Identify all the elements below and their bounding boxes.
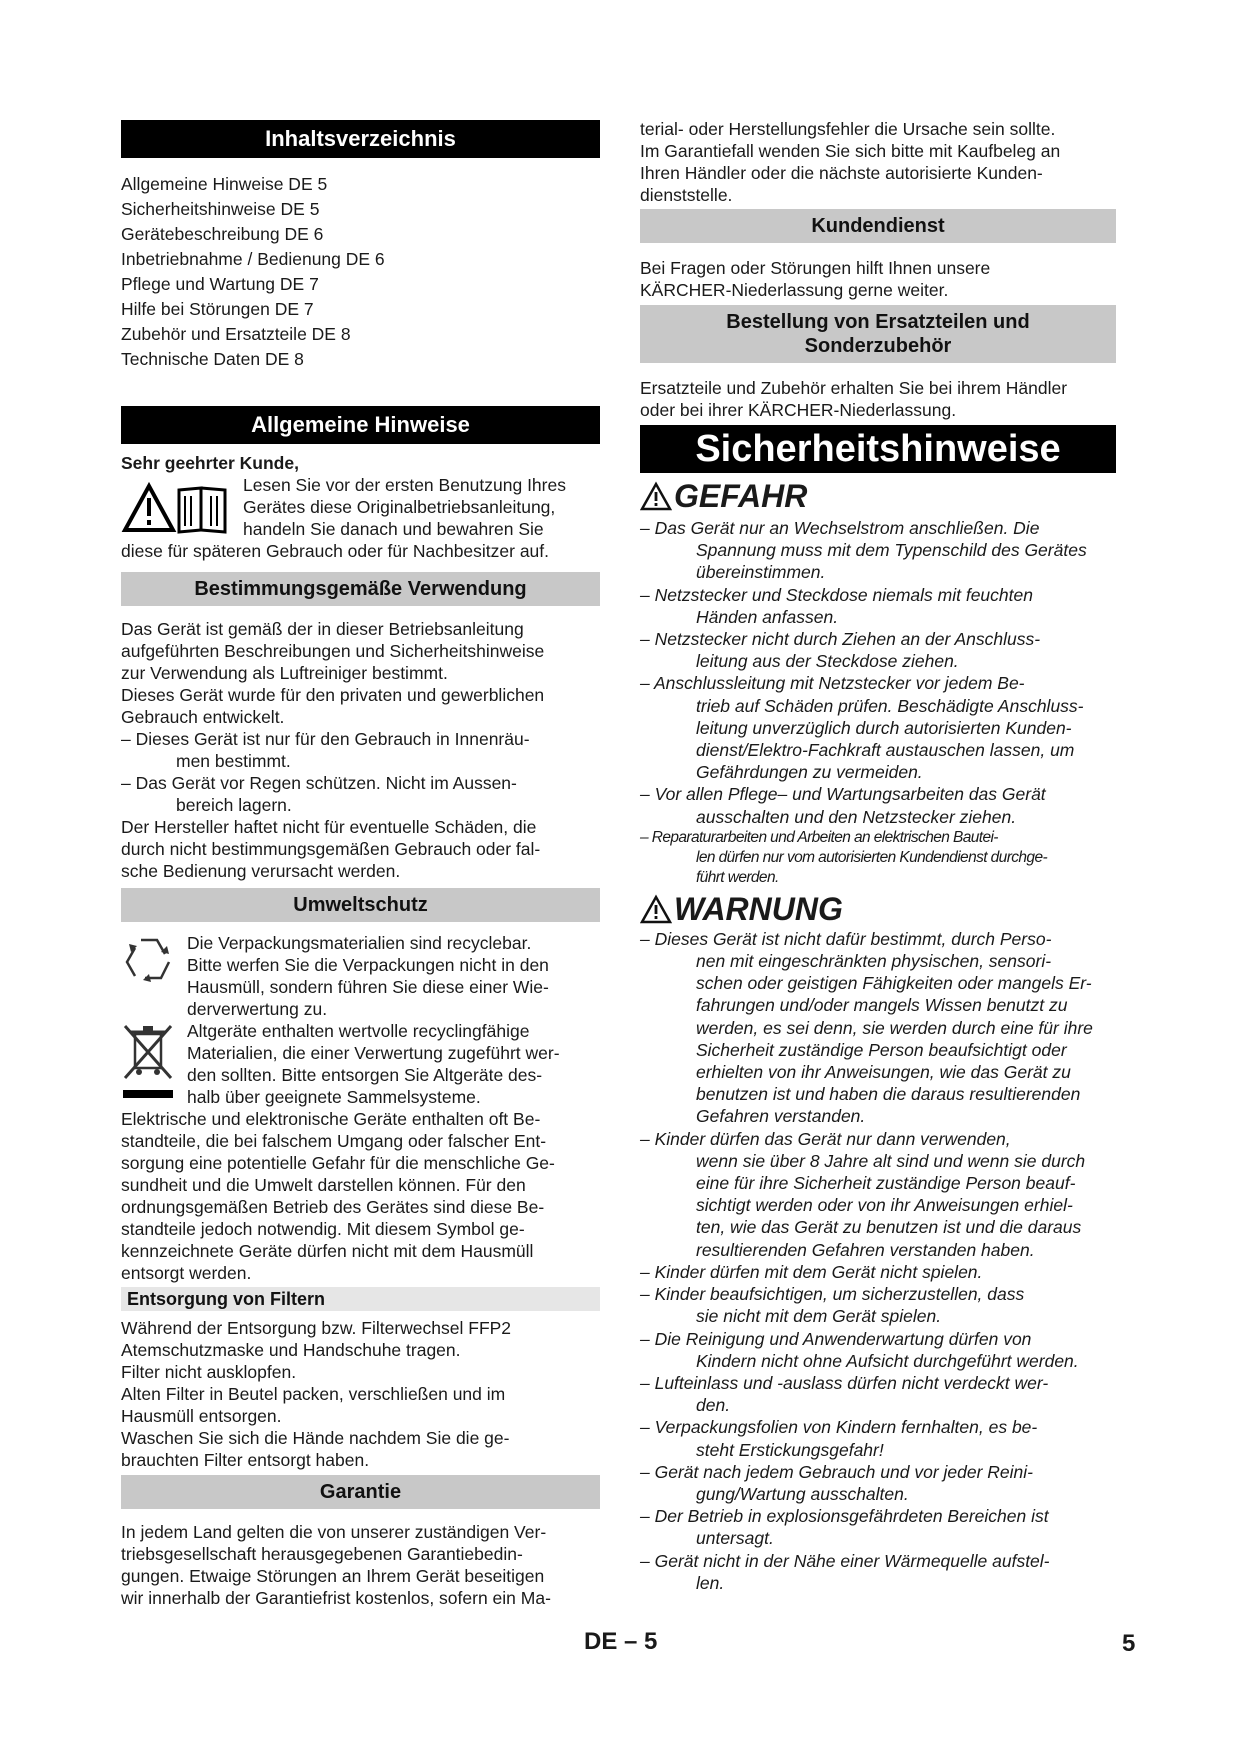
intro-line: Lesen Sie vor der ersten Benutzung Ihres <box>243 475 566 495</box>
elektro-text <box>121 1108 600 1284</box>
text-line: standteile, die bei falschem Umgang oder falscher Ent- <box>121 1131 547 1151</box>
dash-item <box>640 928 1116 1128</box>
dash-item <box>640 1328 1116 1372</box>
bestellung-text <box>640 377 1116 421</box>
bestimmung-body <box>121 618 600 882</box>
text-line: derverwertung zu. <box>187 999 328 1019</box>
intro-line: Gerätes diese Originalbetriebsanleitung, <box>243 497 556 517</box>
toc-item[interactable]: Allgemeine Hinweise DE 5 <box>121 174 328 194</box>
toc-item[interactable]: Pflege und Wartung DE 7 <box>121 274 319 294</box>
text-line: leitung unverzüglich durch autorisierten Kunden- <box>696 717 1072 738</box>
text-line: ten, wie das Gerät zu benutzen ist und die daraus <box>696 1217 1082 1238</box>
garantie-heading: Garantie <box>121 1475 600 1509</box>
text-line: steht Erstickungsgefahr! <box>696 1439 884 1460</box>
crossed-bin-icon <box>121 1020 187 1108</box>
kundendienst-text <box>640 257 1116 301</box>
dash-item <box>121 772 600 816</box>
text-line: – Das Gerät nur an Wechselstrom anschließen. Die <box>640 518 1040 538</box>
text-line: men bestimmt. <box>176 751 291 771</box>
garantie-text <box>121 1521 600 1609</box>
toc-item[interactable]: Zubehör und Ersatzteile DE 8 <box>121 324 351 344</box>
text-line: Gebrauch entwickelt. <box>121 707 285 727</box>
text-line: übereinstimmen. <box>696 562 826 583</box>
weee-text <box>187 1020 560 1108</box>
text-line: Bitte werfen Sie die Verpackungen nicht in den <box>187 955 549 975</box>
text-line: Sicherheit zuständige Person beaufsichtigt oder <box>696 1039 1067 1060</box>
text-line: Atemschutzmaske und Handschuhe tragen. <box>121 1340 461 1360</box>
text-line: zur Verwendung als Luftreiniger bestimmt. <box>121 663 448 683</box>
intro-line: diese für späteren Gebrauch oder für Nachbesitzer auf. <box>121 541 550 561</box>
recycle-icon <box>121 932 187 992</box>
sicherheitshinweise-heading: Sicherheitshinweise <box>640 425 1116 473</box>
dash-item <box>640 672 1116 783</box>
dash-item <box>640 1128 1116 1261</box>
text-line: gung/Wartung ausschalten. <box>696 1483 909 1504</box>
text-line: halb über geeignete Sammelsysteme. <box>187 1087 481 1107</box>
text-line: – Gerät nach jedem Gebrauch und vor jeder Reini- <box>640 1461 1033 1482</box>
text-line: – Dieses Gerät ist nur für den Gebrauch in Innenräu- <box>121 729 530 749</box>
warnung-heading <box>640 890 1116 928</box>
dash-item <box>640 628 1116 672</box>
text-line: Händen anfassen. <box>696 606 839 627</box>
text-line: sichtigt werden oder von ihr Anweisungen erhiel- <box>696 1195 1073 1216</box>
dash-item <box>640 1283 1116 1327</box>
text-line: kennzeichnete Geräte dürfen nicht mit dem Hausmüll <box>121 1241 534 1261</box>
text-line: resultierenden Gefahren verstanden haben. <box>696 1239 1035 1260</box>
dash-item <box>640 1261 1116 1283</box>
text-line: Dieses Gerät wurde für den privaten und gewerblichen <box>121 685 545 705</box>
text-line: Der Hersteller haftet nicht für eventuelle Schäden, die <box>121 817 537 837</box>
text-line: sie nicht mit dem Gerät spielen. <box>696 1306 942 1327</box>
text-line: Bei Fragen oder Störungen hilft Ihnen unsere <box>640 258 991 278</box>
text-line: Während der Entsorgung bzw. Filterwechsel FFP2 <box>121 1318 512 1338</box>
gefahr-heading <box>640 477 1116 515</box>
dash-item <box>640 584 1116 628</box>
text-line: Spannung muss mit dem Typenschild des Gerätes <box>696 540 1087 561</box>
text-line: durch nicht bestimmungsgemäßen Gebrauch oder fal- <box>121 839 541 859</box>
text-line: trieb auf Schäden prüfen. Beschädigte Anschluss- <box>696 695 1084 716</box>
text-line: – Netzstecker nicht durch Ziehen an der Anschluss- <box>640 629 1041 650</box>
text-line: leitung aus der Steckdose ziehen. <box>696 651 959 672</box>
text-line: brauchten Filter entsorgt haben. <box>121 1450 370 1470</box>
right-column <box>640 118 1116 1594</box>
text-line: – Dieses Gerät ist nicht dafür bestimmt, durch Perso- <box>640 928 1052 949</box>
warnung-list <box>640 928 1116 1594</box>
allgemeine-hinweise-heading: Allgemeine Hinweise <box>121 406 600 444</box>
text-line: Elektrische und elektronische Geräte enthalten oft Be- <box>121 1109 541 1129</box>
text-line: Materialien, die einer Verwertung zugeführt wer- <box>187 1043 560 1063</box>
text-line: Hausmüll entsorgen. <box>121 1406 282 1426</box>
text-line: ordnungsgemäßen Betrieb des Gerätes sind diese Be- <box>121 1197 545 1217</box>
text-line: Ersatzteile und Zubehör erhalten Sie bei ihrem Händler <box>640 378 1068 398</box>
gefahr-list <box>640 517 1116 888</box>
left-column <box>121 120 600 1609</box>
text-line: – Die Reinigung und Anwenderwartung dürfen von <box>640 1328 1032 1349</box>
text-line: len. <box>696 1572 725 1593</box>
text-line: – Verpackungsfolien von Kindern fernhalten, es be- <box>640 1417 1038 1438</box>
text-line: Die Verpackungsmaterialien sind recyclebar. <box>187 933 532 953</box>
text-line: Im Garantiefall wenden Sie sich bitte mit Kaufbeleg an <box>640 141 1061 161</box>
recycle-block <box>121 932 600 1020</box>
intro-line: handeln Sie danach und bewahren Sie <box>243 519 544 539</box>
text-line: schen oder geistigen Fähigkeiten oder mangels Er- <box>696 973 1092 994</box>
filter-text <box>121 1317 600 1471</box>
text-line: sorgung eine potentielle Gefahr für die menschliche Ge- <box>121 1153 555 1173</box>
text-line: führt werden. <box>696 868 779 886</box>
text-line: terial- oder Herstellungsfehler die Ursache sein sollte. <box>640 119 1056 139</box>
text-line: – Kinder beaufsichtigen, um sicherzustellen, dass <box>640 1284 1025 1305</box>
dash-item <box>640 1372 1116 1416</box>
text-line: – Das Gerät vor Regen schützen. Nicht im Aussen- <box>121 773 517 793</box>
dash-item <box>121 728 600 772</box>
text-line: Altgeräte enthalten wertvolle recyclingfähige <box>187 1021 530 1041</box>
warnung-label: WARNUNG <box>674 890 843 927</box>
dash-item <box>640 1505 1116 1549</box>
text-line: fahrungen und/oder mangels Wissen benutzt zu <box>696 995 1068 1016</box>
text-line: – Netzstecker und Steckdose niemals mit feuchten <box>640 584 1033 605</box>
toc-list <box>121 172 600 372</box>
text-line: ausschalten und den Netzstecker ziehen. <box>696 806 1017 827</box>
text-line: bereich lagern. <box>176 795 292 815</box>
text-line: – Der Betrieb in explosionsgefährdeten Bereichen ist <box>640 1506 1049 1527</box>
bestimmung-heading: Bestimmungsgemäße Verwendung <box>121 572 600 606</box>
dash-item <box>640 783 1116 827</box>
text-line: Gefahren verstanden. <box>696 1106 866 1127</box>
text-line: Filter nicht ausklopfen. <box>121 1362 297 1382</box>
text-line: untersagt. <box>696 1528 774 1549</box>
warning-triangle-icon <box>640 481 672 511</box>
text-line: – Vor allen Pflege– und Wartungsarbeiten das Gerät <box>640 784 1046 805</box>
text-line: aufgeführten Beschreibungen und Sicherheitshinweise <box>121 641 545 661</box>
text-line: sche Bedienung verursacht werden. <box>121 861 401 881</box>
intro-text <box>243 474 566 540</box>
dash-item <box>640 1416 1116 1460</box>
page-footer-label: DE – 5 <box>584 1628 658 1655</box>
toc-item[interactable]: Hilfe bei Störungen DE 7 <box>121 299 314 319</box>
gefahr-label: GEFAHR <box>674 478 808 514</box>
text-line: standteile jedoch notwendig. Mit diesem Symbol ge- <box>121 1219 525 1239</box>
text-line: – Kinder dürfen mit dem Gerät nicht spielen. <box>640 1261 983 1282</box>
text-line: wenn sie über 8 Jahre alt sind und wenn sie durch <box>696 1150 1086 1171</box>
toc-item[interactable]: Technische Daten DE 8 <box>121 349 304 369</box>
umweltschutz-heading: Umweltschutz <box>121 888 600 922</box>
text-line: Waschen Sie sich die Hände nachdem Sie die ge- <box>121 1428 510 1448</box>
text-line: – Gerät nicht in der Nähe einer Wärmequelle aufstel- <box>640 1550 1050 1571</box>
kundendienst-heading: Kundendienst <box>640 209 1116 243</box>
text-line: erhielten von ihr Anweisungen, wie das Gerät zu <box>696 1062 1071 1083</box>
text-line: Gefährdungen zu vermeiden. <box>696 762 923 783</box>
text-line: benutzen ist und haben die daraus resultierenden <box>696 1084 1081 1105</box>
text-line: gungen. Etwaige Störungen an Ihrem Gerät beseitigen <box>121 1566 545 1586</box>
toc-item[interactable]: Sicherheitshinweise DE 5 <box>121 199 320 219</box>
text-line: sundheit und die Umwelt darstellen können. Für den <box>121 1175 526 1195</box>
text-line: – Anschlussleitung mit Netzstecker vor jedem Be- <box>640 673 1025 694</box>
text-line: – Lufteinlass und -auslass dürfen nicht verdeckt wer- <box>640 1372 1049 1393</box>
recycle-text <box>187 932 549 1020</box>
dash-item <box>640 1461 1116 1505</box>
text-line: len dürfen nur vom autorisierten Kundendienst durchge- <box>696 848 1048 866</box>
text-line: wir innerhalb der Garantiefrist kostenlos, sofern ein Ma- <box>121 1588 551 1608</box>
text-line: KÄRCHER-Niederlassung gerne weiter. <box>640 280 949 300</box>
garantie-continued <box>640 118 1116 206</box>
text-line: Kindern nicht ohne Aufsicht durchgeführt werden. <box>696 1350 1079 1371</box>
text-line: dienst/Elektro-Fachkraft austauschen lassen, um <box>696 740 1075 761</box>
text-line: Hausmüll, sondern führen Sie diese einer Wie- <box>187 977 549 997</box>
text-line: oder bei ihrer KÄRCHER-Niederlassung. <box>640 400 957 420</box>
filter-heading: Entsorgung von Filtern <box>121 1287 600 1311</box>
dash-item <box>640 1550 1116 1594</box>
text-line: dienststelle. <box>640 185 733 205</box>
dash-item <box>640 517 1116 584</box>
page-number: 5 <box>1122 1630 1136 1657</box>
text-line: triebsgesellschaft herausgegebenen Garantiebedin- <box>121 1544 523 1564</box>
text-line: eine für ihre Sicherheit zuständige Person beauf- <box>696 1173 1076 1194</box>
text-line: In jedem Land gelten die von unserer zuständigen Ver- <box>121 1522 547 1542</box>
dash-item <box>640 828 1116 888</box>
greeting: Sehr geehrter Kunde, <box>121 453 299 473</box>
text-line: Alten Filter in Beutel packen, verschließen und im <box>121 1384 506 1404</box>
text-line: den. <box>696 1395 731 1416</box>
warning-triangle-icon <box>640 894 672 924</box>
intro-block <box>121 474 600 540</box>
text-line: Das Gerät ist gemäß der in dieser Betriebsanleitung <box>121 619 524 639</box>
weee-block <box>121 1020 600 1108</box>
warning-manual-icon <box>121 474 243 538</box>
text-line: Ihren Händler oder die nächste autorisierte Kunden- <box>640 163 1043 183</box>
text-line: werden, es sei denn, sie werden durch eine für ihre <box>696 1017 1093 1038</box>
bestellung-heading <box>640 305 1116 363</box>
heading-line: Bestellung von Ersatzteilen und <box>726 311 1030 333</box>
toc-item[interactable]: Gerätebeschreibung DE 6 <box>121 224 324 244</box>
heading-line: Sonderzubehör <box>804 335 952 357</box>
toc-heading: Inhaltsverzeichnis <box>121 120 600 158</box>
text-line: – Reparaturarbeiten und Arbeiten an elektrischen Bautei- <box>640 828 998 846</box>
text-line: – Kinder dürfen das Gerät nur dann verwenden, <box>640 1128 1011 1149</box>
toc-item[interactable]: Inbetriebnahme / Bedienung DE 6 <box>121 249 385 269</box>
text-line: den sollten. Bitte entsorgen Sie Altgeräte des- <box>187 1065 543 1085</box>
text-line: nen mit eingeschränkten physischen, sensori- <box>696 951 1052 972</box>
text-line: entsorgt werden. <box>121 1263 252 1283</box>
